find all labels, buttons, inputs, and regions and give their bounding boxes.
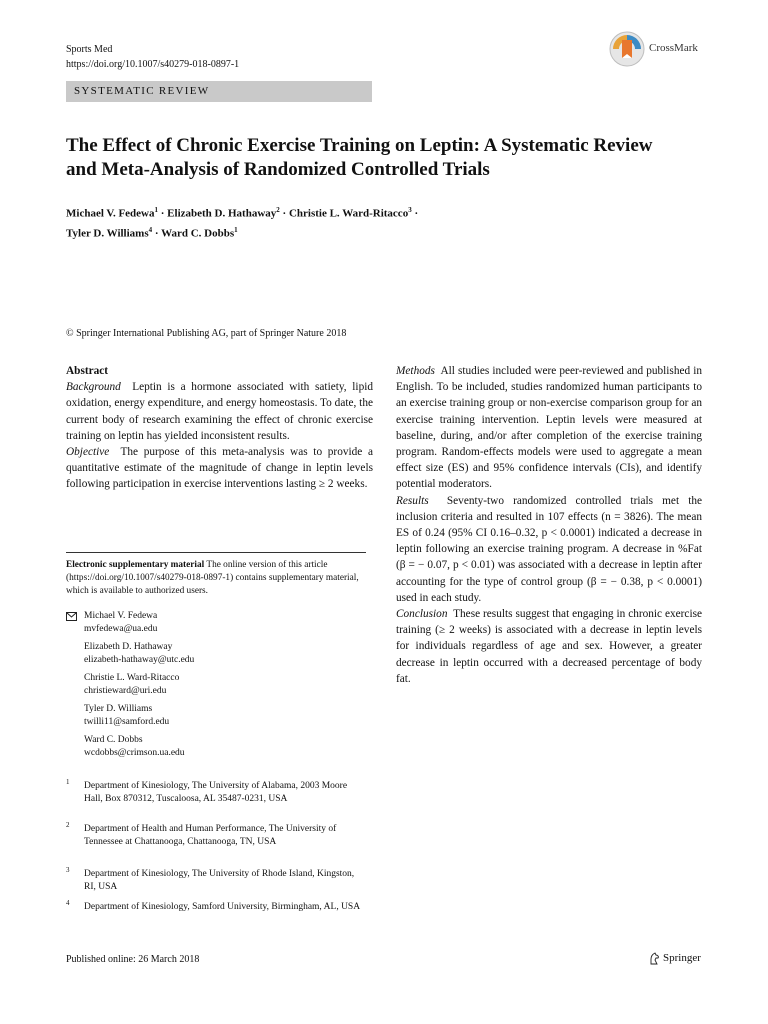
abstract-methods	[396, 363, 702, 493]
published-date: Published online: 26 March 2018	[66, 954, 200, 965]
contact-entry	[84, 672, 366, 698]
esm-text-after: ) contains supplementary material, which is available to authorized users.	[66, 573, 359, 596]
conclusion-text: These results suggest that engaging in chronic exercise training (≥ 2 weeks) is associated with a decrease in leptin levels for individuals regardless of age and sex. However, a greater decrease in leptin occurred with a decreased percentage of body fat.	[396, 608, 702, 685]
affiliation-number: 3	[66, 866, 70, 874]
esm-link[interactable]: https://doi.org/10.1007/s40279-018-0897-1	[69, 573, 231, 583]
author-name[interactable]: Michael V. Fedewa	[66, 207, 155, 220]
supplementary-note	[66, 552, 366, 598]
author-name[interactable]: Christie L. Ward-Ritacco	[288, 207, 409, 220]
methods-label: Methods	[396, 365, 435, 377]
abstract-background	[66, 379, 373, 444]
contact-list	[66, 610, 366, 765]
author-affil-ref: 2	[276, 206, 280, 214]
journal-name: Sports Med	[66, 44, 113, 55]
affiliation-text: Department of Kinesiology, Samford University, Birmingham, AL, USA	[84, 902, 361, 912]
affiliation-entry	[66, 823, 366, 849]
contact-entry	[84, 703, 366, 729]
affiliation-entry	[66, 780, 366, 806]
contact-entry	[84, 641, 366, 667]
abstract-heading: Abstract	[66, 365, 109, 377]
methods-text: All studies included were peer-reviewed and published in English. To be included, studies randomized human participants to an exercise training group or non-exercise comparison group for an exercise training intervention. Leptin levels were measured at baseline, during, and/or after completion of the exercise training program. Random-effects models were used to aggregate a mean effect size (ES) and 95% confidence intervals (CIs), and identify potential moderators.	[396, 365, 702, 491]
background-text: Leptin is a hormone associated with satiety, lipid oxidation, energy expenditure, and energy homeostasis. To date, the current body of research examining the effect of chronic exercise training on leptin has yielded inconsistent results.	[66, 381, 374, 442]
abstract-right-column	[396, 363, 702, 687]
abstract-conclusion	[396, 606, 702, 687]
envelope-icon	[66, 612, 77, 621]
abstract-results	[396, 493, 702, 606]
affiliation-entry	[66, 901, 366, 914]
journal-header	[66, 42, 239, 72]
author-name[interactable]: Tyler D. Williams	[66, 227, 149, 240]
contact-name: Michael V. Fedewa	[84, 611, 158, 621]
journal-doi[interactable]: https://doi.org/10.1007/s40279-018-0897-1	[66, 59, 240, 70]
contact-entry	[84, 734, 366, 760]
author-name[interactable]: Elizabeth D. Hathaway	[167, 207, 277, 220]
author-name[interactable]: Ward C. Dobbs	[161, 227, 235, 240]
contact-email[interactable]: mvfedewa@ua.edu	[84, 624, 158, 634]
contact-name: Christie L. Ward-Ritacco	[84, 673, 180, 683]
affiliation-number: 2	[66, 821, 70, 829]
contact-name: Tyler D. Williams	[84, 704, 153, 714]
esm-text-before: The online version of this article (	[66, 560, 328, 583]
crossmark-badge[interactable]	[609, 31, 719, 67]
contact-entry	[84, 610, 366, 636]
affiliation-text: Department of Kinesiology, The University of Alabama, 2003 Moore Hall, Box 870312, Tuscaloosa, AL 35487-0231, USA	[84, 781, 348, 804]
objective-label: Objective	[66, 446, 110, 459]
conclusion-label: Conclusion	[396, 608, 448, 621]
objective-text: The purpose of this meta-analysis was to provide a quantitative estimate of the magnitude of change in leptin levels following participation in exercise interventions lasting ≥ 2 weeks.	[66, 446, 373, 491]
publisher-name: Springer	[663, 952, 701, 965]
publisher-logo	[648, 952, 701, 965]
contact-email[interactable]: christieward@uri.edu	[84, 686, 167, 696]
author-affil-ref: 4	[148, 225, 153, 234]
copyright-notice: © Springer International Publishing AG, part of Springer Nature 2018	[66, 328, 347, 339]
affiliation-text: Department of Health and Human Performance, The University of Tennessee at Chattanooga, Chattanooga, TN, USA	[84, 824, 337, 847]
affiliation-entry	[66, 868, 366, 894]
affiliation-number: 4	[66, 899, 70, 907]
crossmark-icon	[609, 31, 645, 67]
contact-email[interactable]: twilli11@samford.edu	[84, 717, 170, 727]
article-title: The Effect of Chronic Exercise Training on Leptin: A Systematic Review and Meta-Analysis of Randomized Controlled Trials	[66, 135, 653, 180]
background-label: Background	[66, 381, 121, 394]
results-text: Seventy-two randomized controlled trials met the inclusion criteria and resulted in 107 effects (n = 3826). The mean ES of 0.24 (95% CI 0.16–0.32, p < 0.0001) indicated a decrease in leptin following an exercise training program. A decrease in %Fat (β = − 0.07, p < 0.01) was associated with a decrease in leptin after accounting for the type of control group (β = − 0.38, p < 0.0001) used in each study.	[396, 494, 702, 604]
esm-label: Electronic supplementary material	[66, 560, 205, 570]
contact-email[interactable]: wcdobbs@crimson.ua.edu	[84, 748, 185, 758]
author-list: Michael V. Fedewa$^1$ · Elizabeth D. Hathaway$^2$ · Christie L. Ward-Ritacco$^3$ · Tyler D. Williams$^4$ · Ward C. Dobbs$^1$	[66, 206, 419, 240]
contact-name: Ward C. Dobbs	[84, 735, 143, 745]
affiliation-number: 1	[66, 778, 70, 786]
springer-horse-icon	[648, 952, 660, 965]
abstract-left-column	[66, 363, 373, 493]
author-affil-ref: 1	[154, 206, 158, 214]
author-affil-ref: 1	[234, 225, 238, 234]
crossmark-label: CrossMark	[649, 42, 698, 54]
affiliation-text: Department of Kinesiology, The University of Rhode Island, Kingston, RI, USA	[84, 869, 355, 892]
contact-email[interactable]: elizabeth-hathaway@utc.edu	[84, 655, 195, 665]
article-type-banner: SYSTEMATIC REVIEW	[66, 81, 372, 102]
author-affil-ref: 3	[408, 206, 412, 214]
results-label: Results	[396, 494, 429, 507]
contact-name: Elizabeth D. Hathaway	[84, 642, 173, 652]
abstract-objective	[66, 444, 373, 493]
